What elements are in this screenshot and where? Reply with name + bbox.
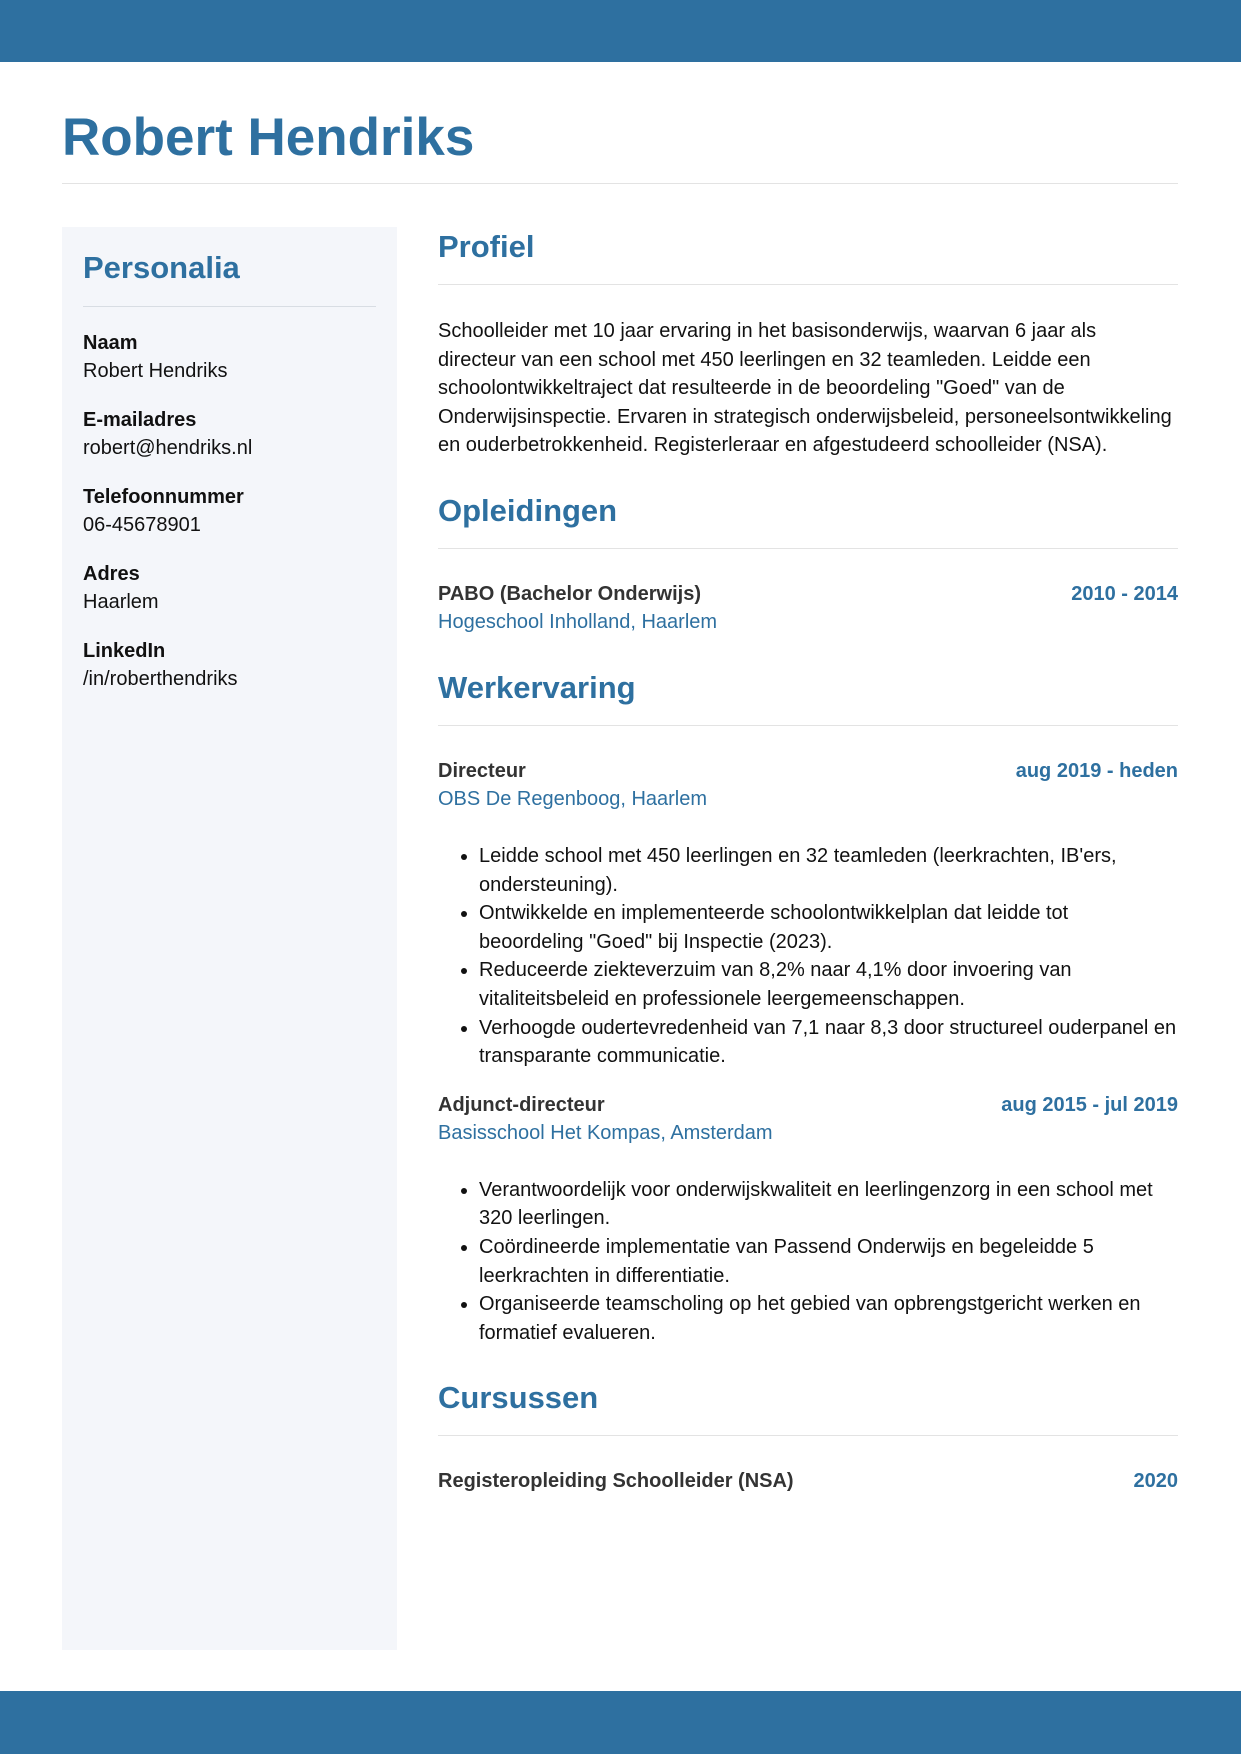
field-linkedin <box>83 637 376 693</box>
entry-org: Hogeschool Inholland, Haarlem <box>438 610 718 633</box>
personalia-sidebar <box>62 227 397 1650</box>
entry-header <box>438 1467 1178 1495</box>
field-naam <box>83 329 376 385</box>
personalia-divider <box>83 306 376 307</box>
entry-header <box>438 757 1178 785</box>
field-value: /in/roberthendriks <box>83 668 238 690</box>
entry-bullets <box>438 1176 1178 1348</box>
experience-section <box>438 668 1178 1347</box>
footer-bar <box>0 1691 1241 1754</box>
bullet-item: • Reduceerde ziekteverzuim van 8,2% naar 4,1% door invoering van vitaliteitsbeleid en professionele leergemeenschappen. <box>479 956 1178 1013</box>
field-label: Adres <box>83 563 140 585</box>
field-label: Telefoonnummer <box>83 486 244 508</box>
entry-header <box>438 1091 1178 1119</box>
experience-title: Werkervaring <box>438 669 636 705</box>
field-label: Naam <box>83 332 138 354</box>
profile-title: Profiel <box>438 229 535 264</box>
profile-text: Schoolleider met 10 jaar ervaring in het basisonderwijs, waarvan 6 jaar als directeur van een school met 450 leerlingen en 32 teamleden. Leidde een schoolontwikkeltraject dat resulteerde in de beoordeling "Goed" van de Onderwijsinspectie. Ervaren in strategisch onderwijsbeleid, personeelsontwikkeling en ouderbetrokkenheid. Registerleraar en afgestudeerd schoolleider (NSA). <box>438 320 1172 457</box>
entry-org: OBS De Regenboog, Haarlem <box>438 787 708 810</box>
field-value: 06-45678901 <box>83 514 201 536</box>
section-divider <box>438 548 1178 549</box>
bullet-item: • Ontwikkelde en implementeerde schoolontwikkelplan dat leidde tot beoordeling "Goed" bij Inspectie (2023). <box>479 899 1178 956</box>
entry-date: 2020 <box>1133 1470 1178 1493</box>
course-entry <box>438 1467 1178 1495</box>
entry-org: Basisschool Het Kompas, Amsterdam <box>438 1121 773 1144</box>
education-entry <box>438 580 1178 637</box>
bullet-item: • Organiseerde teamscholing op het gebied van opbrengstgericht werken en formatief evalueren. <box>479 1290 1178 1347</box>
bullet-item: • Verhoogde oudertevredenheid van 7,1 naar 8,3 door structureel ouderpanel en transparante communicatie. <box>479 1014 1178 1071</box>
bullet-item: • Verantwoordelijk voor onderwijskwaliteit en leerlingenzorg in een school met 320 leerlingen. <box>479 1176 1178 1233</box>
entry-date: aug 2019 - heden <box>1015 759 1178 782</box>
courses-section <box>438 1378 1178 1495</box>
courses-title: Cursussen <box>438 1380 599 1416</box>
section-divider <box>438 1435 1178 1436</box>
entry-date: 2010 - 2014 <box>1071 582 1178 605</box>
candidate-name: Robert Hendriks <box>62 108 475 167</box>
entry-title: Adjunct-directeur <box>438 1093 605 1116</box>
field-value: Haarlem <box>83 591 159 613</box>
education-title: Opleidingen <box>438 492 618 528</box>
section-divider <box>438 284 1178 285</box>
personalia-title: Personalia <box>83 250 240 285</box>
field-address <box>83 560 376 616</box>
entry-title: PABO (Bachelor Onderwijs) <box>438 582 702 605</box>
experience-entry <box>438 1091 1178 1348</box>
entry-header <box>438 580 1178 608</box>
header-bar <box>0 0 1241 62</box>
entry-title: Directeur <box>438 759 526 782</box>
bullet-item: • Coördineerde implementatie van Passend Onderwijs en begeleidde 5 leerkrachten in differentiatie. <box>479 1233 1178 1290</box>
field-value: robert@hendriks.nl <box>83 437 253 459</box>
bullet-item: • Leidde school met 450 leerlingen en 32 teamleden (leerkrachten, IB'ers, ondersteuning). <box>479 842 1178 899</box>
field-email <box>83 406 376 462</box>
field-value: Robert Hendriks <box>83 360 228 382</box>
entry-date: aug 2015 - jul 2019 <box>1001 1093 1178 1116</box>
entry-title: Registeropleiding Schoolleider (NSA) <box>438 1470 794 1493</box>
education-section <box>438 491 1178 637</box>
experience-entry <box>438 757 1178 1071</box>
profile-section <box>438 227 1178 460</box>
entry-bullets <box>438 842 1178 1071</box>
field-label: LinkedIn <box>83 640 166 662</box>
main-content <box>438 227 1178 1495</box>
section-divider <box>438 725 1178 726</box>
name-divider <box>62 183 1178 184</box>
field-label: E-mailadres <box>83 409 197 431</box>
field-phone <box>83 483 376 539</box>
